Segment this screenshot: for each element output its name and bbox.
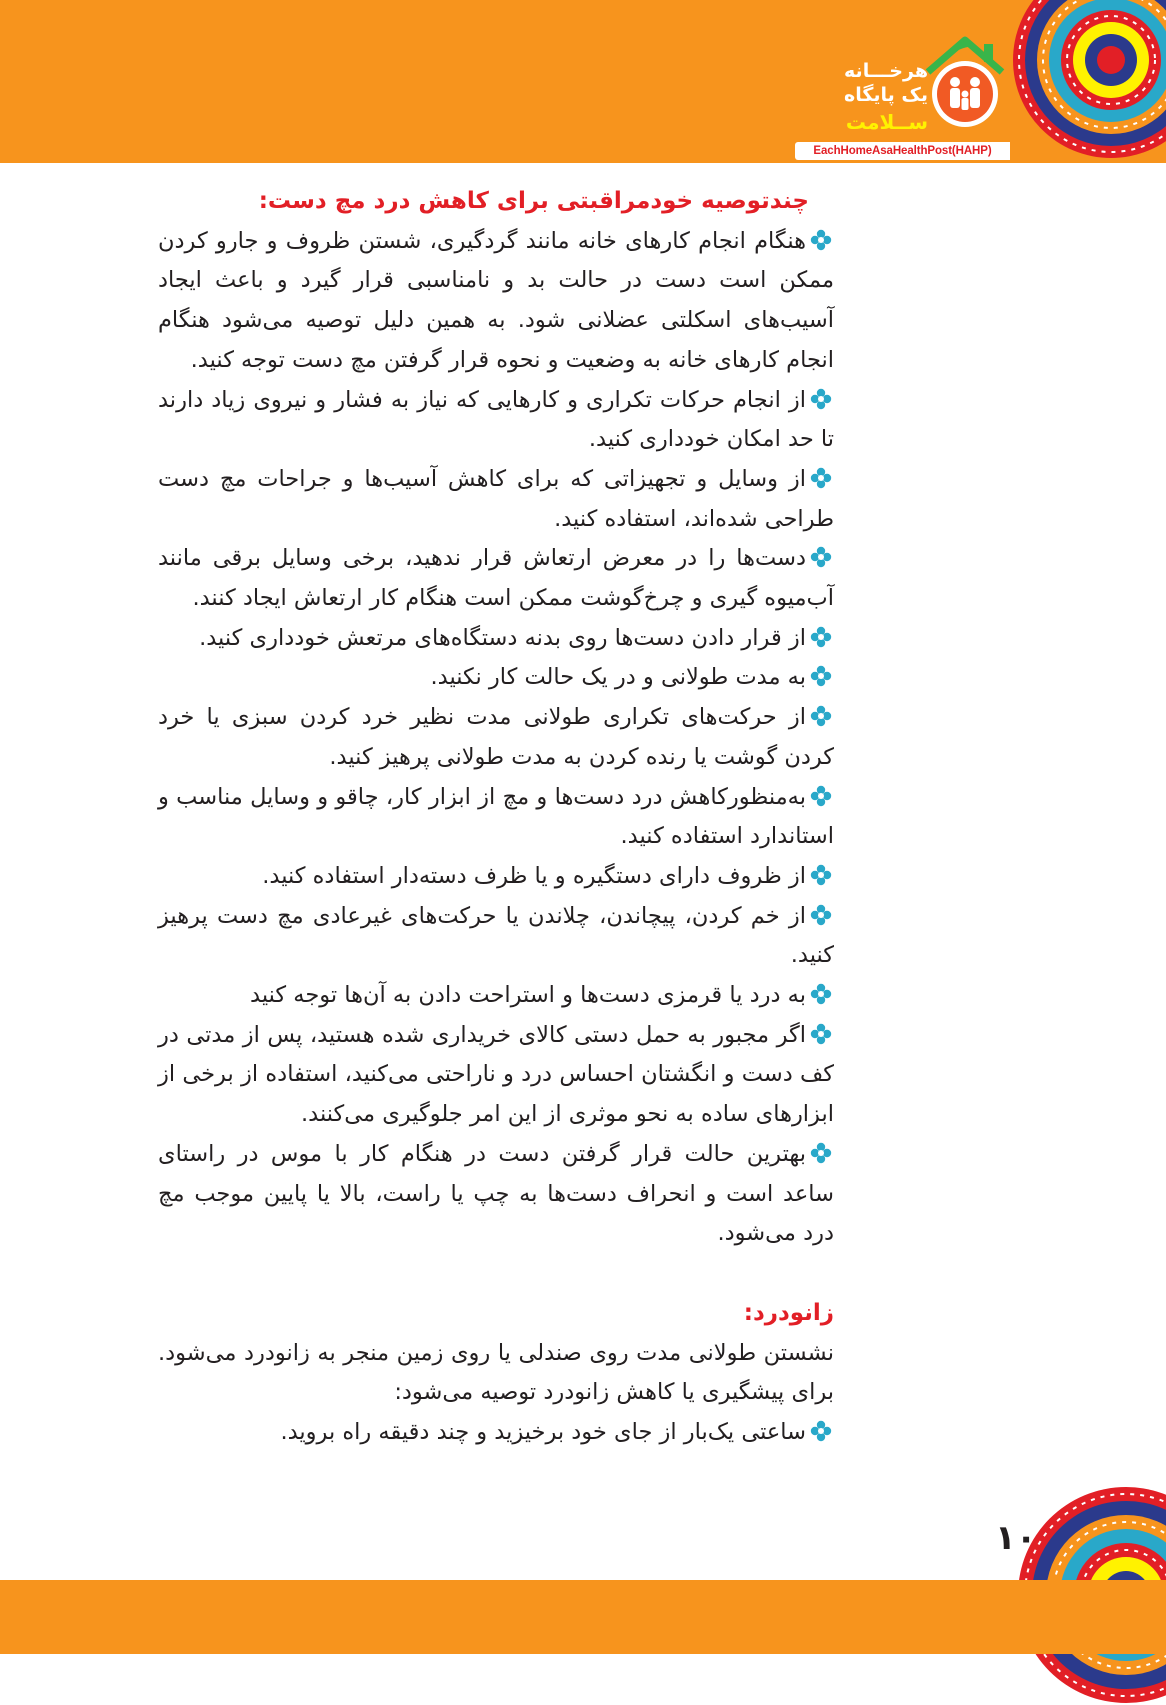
section-heading-wrist: چندتوصیه خودمراقبتی برای کاهش درد مچ دست:	[258, 188, 809, 214]
flower-bullet-icon	[808, 665, 834, 687]
list-item	[158, 619, 834, 659]
house-family-icon	[920, 32, 1010, 132]
knee-intro-paragraph: نشستن طولانی مدت روی صندلی یا روی زمین منجر به زانودرد می‌شود. برای پیشگیری یا کاهش زانودرد توصیه می‌شود:	[158, 1339, 834, 1406]
flower-bullet-icon	[808, 904, 834, 926]
logo-text-line1: هرخـــانه	[844, 60, 928, 82]
list-item	[158, 897, 834, 976]
list-item-text: از وسایل و تجهیزاتی که برای کاهش آسیب‌ها و جراحات مچ دست طراحی شده‌اند، استفاده کنید.	[158, 465, 834, 532]
list-item	[158, 1413, 834, 1453]
logo-english-caption: EachHomeAsaHealthPost(HAHP)	[795, 142, 1010, 160]
flower-bullet-icon	[808, 705, 834, 727]
list-item	[158, 658, 834, 698]
flower-bullet-icon	[808, 388, 834, 410]
list-item	[158, 539, 834, 618]
list-item-text: اگر مجبور به حمل دستی کالای خریداری شده هستید، پس از مدتی در کف دست و انگشتان احساس درد و ناراحتی می‌کنید، استفاده از برخی از ابزارهای ساده به نحو موثری از این امر جلوگیری می‌کنند.	[158, 1021, 834, 1128]
list-item-text: از خم کردن، پیچاندن، چلاندن یا حرکت‌های غیرعادی مچ دست پرهیز کنید.	[158, 902, 834, 969]
list-item	[158, 1016, 834, 1135]
flower-bullet-icon	[808, 626, 834, 648]
list-item-text: بهترین حالت قرار گرفتن دست در هنگام کار با موس در راستای ساعد است و انحراف دست‌ها به چپ یا راست، بالا یا پایین موجب مچ درد می‌شود.	[158, 1140, 834, 1247]
knee-tips-list	[158, 1413, 834, 1453]
list-item-text: ساعتی یک‌بار از جای خود برخیزید و چند دقیقه راه بروید.	[280, 1419, 806, 1446]
article-body	[158, 182, 834, 1453]
list-item-text: از ظروف دارای دستگیره و یا ظرف دسته‌دار استفاده کنید.	[262, 862, 806, 889]
flower-bullet-icon	[808, 785, 834, 807]
mandala-ornament-top	[1011, 0, 1166, 160]
flower-bullet-icon	[808, 467, 834, 489]
logo-text-line3: ســلامت	[845, 110, 928, 134]
flower-bullet-icon	[808, 229, 834, 251]
flower-bullet-icon	[808, 1023, 834, 1045]
hahp-logo	[795, 22, 1010, 160]
list-item-text: از قرار دادن دست‌ها روی بدنه دستگاه‌های مرتعش خودداری کنید.	[199, 624, 806, 651]
flower-bullet-icon	[808, 864, 834, 886]
list-item-text: به درد یا قرمزی دست‌ها و استراحت دادن به آن‌ها توجه کنید	[250, 982, 806, 1009]
list-item	[158, 381, 834, 460]
list-item-text: به مدت طولانی و در یک حالت کار نکنید.	[430, 664, 806, 691]
footer-band	[0, 1580, 1166, 1654]
list-item	[158, 857, 834, 897]
list-item-text: هنگام انجام کارهای خانه مانند گردگیری، شستن ظروف و جارو کردن ممکن است دست در حالت بد و نامناسبی قرار گیرد و باعث ایجاد آسیب‌های اسکلتی عضلانی شود. به همین دلیل توصیه می‌شود هنگام انجام کارهای خانه به وضعیت و نحوه قرار گرفتن مچ دست توجه کنید.	[158, 227, 834, 373]
list-item-text: از حرکت‌های تکراری طولانی مدت نظیر خرد کردن سبزی یا خرد کردن گوشت یا رنده کردن به مدت طولانی پرهیز کنید.	[158, 704, 834, 770]
flower-bullet-icon	[808, 1420, 834, 1442]
list-item-text: به‌منظورکاهش درد دست‌ها و مچ از ابزار کار، چاقو و وسایل مناسب و استاندارد استفاده کنید.	[158, 783, 834, 850]
list-item	[158, 222, 834, 381]
list-item	[158, 698, 834, 777]
flower-bullet-icon	[808, 546, 834, 568]
logo-text-line2: یک پایگاه	[843, 84, 928, 106]
page-number: ۱۰	[995, 1518, 1037, 1558]
wrist-tips-list	[158, 222, 834, 1254]
list-item-text: از انجام حرکات تکراری و کارهایی که نیاز به فشار و نیروی زیاد دارند تا حد امکان خودداری کنید.	[158, 386, 834, 453]
section-heading-knee: زانودرد:	[743, 1299, 834, 1326]
list-item-text: دست‌ها را در معرض ارتعاش قرار ندهید، برخی وسایل برقی مانند آب‌میوه گیری و چرخ‌گوشت ممکن است هنگام کار ارتعاش ایجاد کنند.	[158, 545, 834, 612]
flower-bullet-icon	[808, 1142, 834, 1164]
list-item	[158, 976, 834, 1016]
list-item	[158, 1135, 834, 1254]
list-item	[158, 778, 834, 857]
flower-bullet-icon	[808, 983, 834, 1005]
list-item	[158, 460, 834, 539]
